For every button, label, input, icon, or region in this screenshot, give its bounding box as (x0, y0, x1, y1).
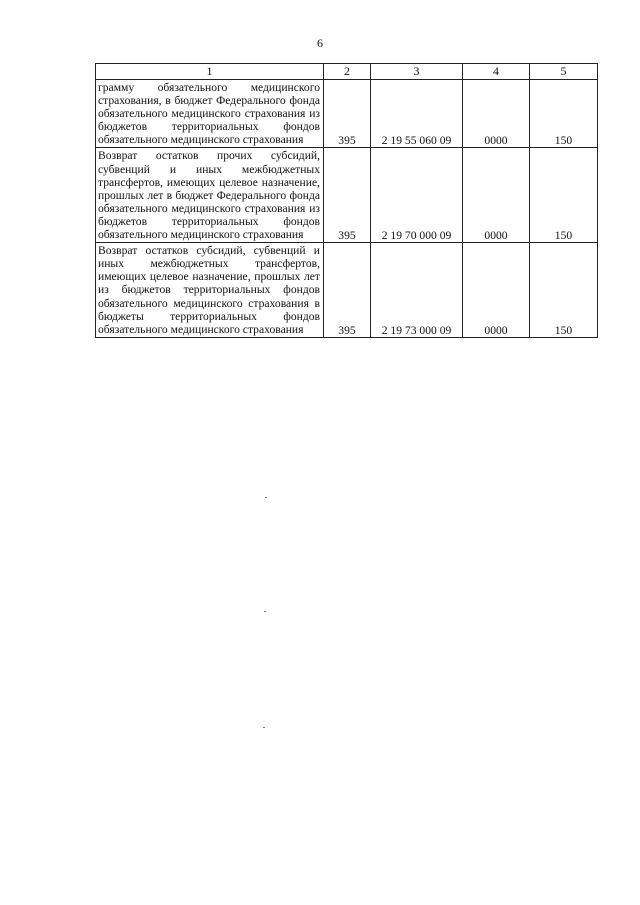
row-kbk-code: 2 19 73 000 09 (371, 243, 463, 338)
row-admin-code: 395 (324, 243, 371, 338)
column-header-2: 2 (324, 64, 371, 80)
row-type-code: 150 (530, 80, 598, 148)
scan-speck (263, 727, 265, 728)
budget-codes-table (95, 63, 598, 338)
row-description: Возврат остатков прочих субсидий, субвенций и иных межбюджетных трансфертов, имеющих целевое назначение, прошлых лет в бюджет Федерального фонда обязательного медицинского страхования из бюджетов территориальных фондов обязательного медицинского страхования (96, 148, 324, 243)
row-type-code: 150 (530, 243, 598, 338)
page-number: 6 (317, 36, 323, 50)
table-row (96, 80, 598, 148)
table-row (96, 243, 598, 338)
row-admin-code: 395 (324, 148, 371, 243)
row-type-code: 150 (530, 148, 598, 243)
scan-speck (264, 611, 266, 612)
row-kbk-code: 2 19 70 000 09 (371, 148, 463, 243)
scan-speck (265, 497, 267, 498)
row-sub-code: 0000 (463, 243, 530, 338)
column-header-3: 3 (371, 64, 463, 80)
table-row (96, 148, 598, 243)
row-sub-code: 0000 (463, 80, 530, 148)
table-header-row (96, 64, 598, 80)
column-header-4: 4 (463, 64, 530, 80)
row-sub-code: 0000 (463, 148, 530, 243)
column-header-5: 5 (530, 64, 598, 80)
row-description: Возврат остатков субсидий, субвенций и иных межбюджетных трансфертов, имеющих целевое назначение, прошлых лет из бюджетов территориальных фондов обязательного медицинского страхования в бюджеты территориальных фондов обязательного медицинского страхования (96, 243, 324, 338)
column-header-1: 1 (96, 64, 324, 80)
row-admin-code: 395 (324, 80, 371, 148)
row-kbk-code: 2 19 55 060 09 (371, 80, 463, 148)
row-description: грамму обязательного медицинского страхования, в бюджет Федерального фонда обязательного медицинского страхования из бюджетов территориальных фондов обязательного медицинского страхования (96, 80, 324, 148)
